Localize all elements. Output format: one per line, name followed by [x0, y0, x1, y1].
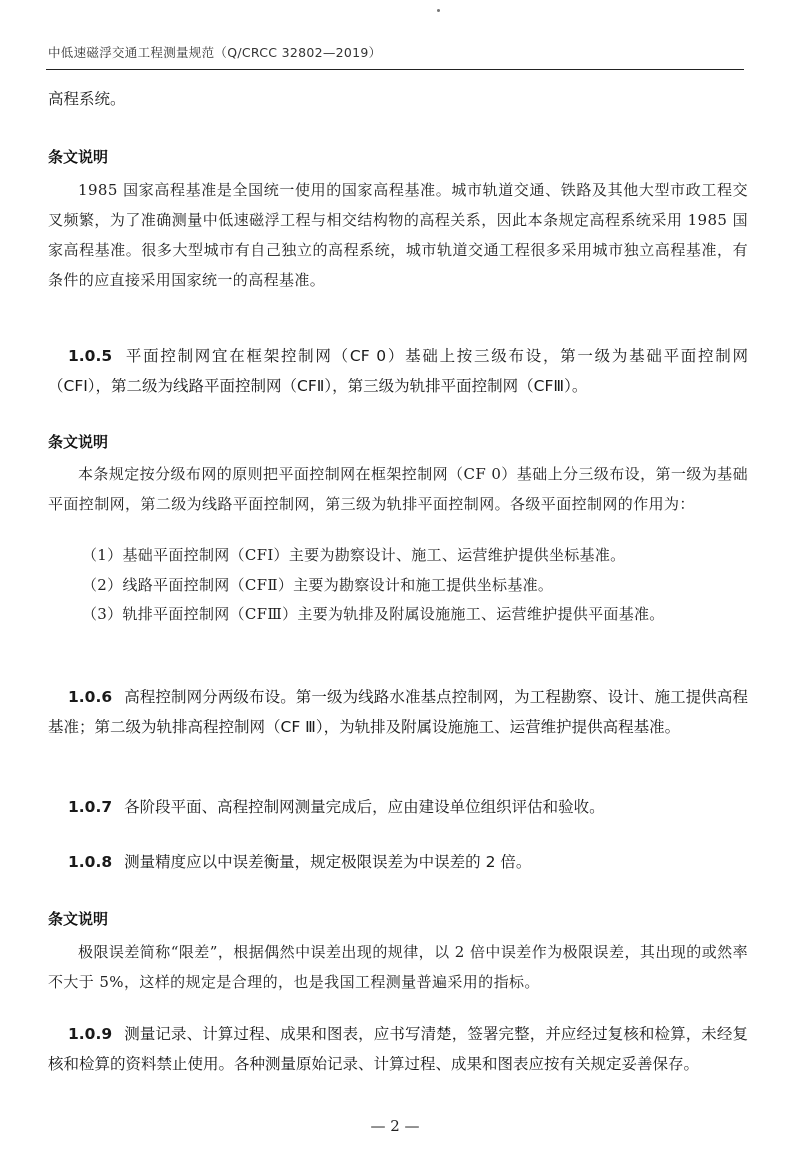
- clause-explanation-title-2: 条文说明: [48, 433, 109, 451]
- scan-speck: [437, 9, 440, 12]
- clause-1-0-9: [48, 1019, 748, 1079]
- header-rule: [46, 69, 744, 70]
- clause-text: 各阶段平面、高程控制网测量完成后，应由建设单位组织评估和验收。: [124, 798, 605, 816]
- clause-1-0-7: [48, 792, 748, 822]
- page-number: — 2 —: [370, 1117, 420, 1135]
- running-header: 中低速磁浮交通工程测量规范（Q/CRCC 32802—2019）: [48, 45, 382, 60]
- list-item: （3）轨排平面控制网（CFⅢ）主要为轨排及附属设施施工、运营维护提供平面基准。: [82, 605, 665, 623]
- clause-number: 1.0.6: [68, 688, 113, 706]
- clause-1-0-8: [48, 847, 748, 877]
- clause-1-0-5: [48, 341, 748, 401]
- clause-text: 测量精度应以中误差衡量，规定极限误差为中误差的 2 倍。: [124, 853, 532, 871]
- clause-number: 1.0.7: [68, 798, 113, 816]
- clause-explanation-text-1: 1985 国家高程基准是全国统一使用的国家高程基准。城市轨道交通、铁路及其他大型市政工程交叉频繁，为了准确测量中低速磁浮工程与相交结构物的高程关系，因此本条规定高程系统采用 1985 国家高程基准。很多大型城市有自己独立的高程系统，城市轨道交通工程很多采用城市独立高程基准，有条件的应直接采用国家统一的高程基准。: [48, 181, 748, 289]
- list-item: （2）线路平面控制网（CFⅡ）主要为勘察设计和施工提供坐标基准。: [82, 576, 554, 594]
- clause-number: 1.0.5: [68, 347, 113, 365]
- clause-explanation-title-3: 条文说明: [48, 910, 109, 928]
- clause-number: 1.0.8: [68, 853, 113, 871]
- clause-text: 测量记录、计算过程、成果和图表，应书写清楚，签署完整，并应经过复核和检算，未经复核和检算的资料禁止使用。各种测量原始记录、计算过程、成果和图表应按有关规定妥善保存。: [48, 1025, 748, 1073]
- clause-explanation-text-3: 极限误差简称“限差”，根据偶然中误差出现的规律，以 2 倍中误差作为极限误差，其出现的或然率不大于 5%，这样的规定是合理的，也是我国工程测量普遍采用的指标。: [48, 943, 748, 991]
- clause-number: 1.0.9: [68, 1025, 113, 1043]
- list-item: （1）基础平面控制网（CFⅠ）主要为勘察设计、施工、运营维护提供坐标基准。: [82, 546, 626, 564]
- clause-1-0-6: [48, 682, 748, 742]
- clause-text: 高程控制网分两级布设。第一级为线路水准基点控制网，为工程勘察、设计、施工提供高程基准；第二级为轨排高程控制网（CF Ⅲ），为轨排及附属设施施工、运营维护提供高程基准。: [48, 688, 748, 736]
- clause-text: 平面控制网宜在框架控制网（CF 0）基础上按三级布设，第一级为基础平面控制网（CFⅠ），第二级为线路平面控制网（CFⅡ），第三级为轨排平面控制网（CFⅢ）。: [48, 347, 748, 395]
- clause-explanation-text-2: 本条规定按分级布网的原则把平面控制网在框架控制网（CF 0）基础上分三级布设，第一级为基础平面控制网，第二级为线路平面控制网，第三级为轨排平面控制网。各级平面控制网的作用为：: [48, 465, 748, 513]
- clause-explanation-title-1: 条文说明: [48, 148, 109, 166]
- continuation-line: 高程系统。: [48, 90, 126, 108]
